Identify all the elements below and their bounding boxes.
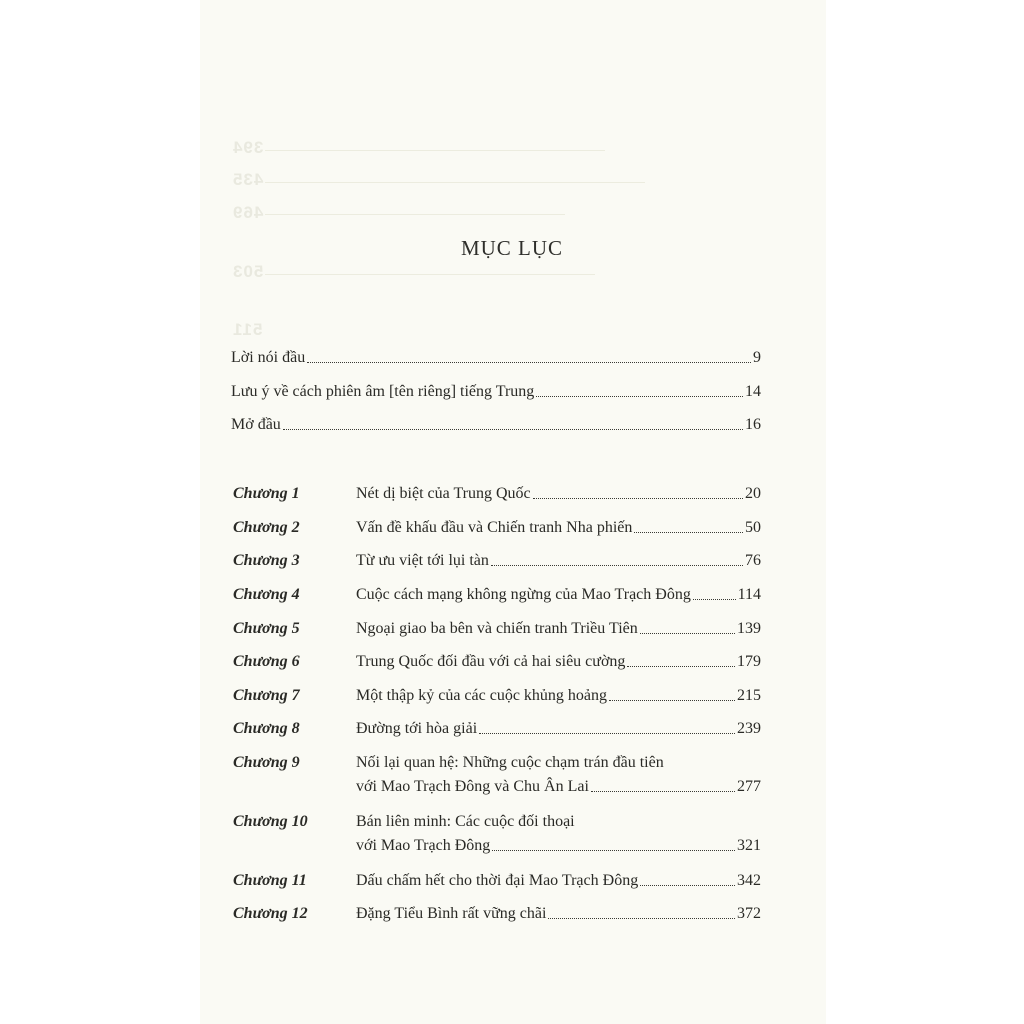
toc-entry: [356, 652, 761, 672]
toc-entry-text: Một thập kỷ của các cuộc khủng hoảng: [356, 687, 608, 704]
toc-entry: [231, 415, 761, 435]
chapter-label: Chương 6: [233, 653, 300, 670]
toc-entry-text-line1: Nối lại quan hệ: Những cuộc chạm trán đầu tiên: [356, 754, 664, 771]
toc-entry-text: Từ ưu việt tới lụi tàn: [356, 552, 489, 569]
toc-page-number: 14: [745, 383, 761, 400]
dot-leader: [536, 395, 743, 397]
toc-entry-text: Cuộc cách mạng không ngừng của Mao Trạch Đông: [356, 586, 691, 603]
toc-entry-text: Mở đầu: [231, 416, 281, 433]
dot-leader: [548, 917, 735, 919]
toc-page-number: 76: [745, 552, 761, 569]
chapter-label: Chương 2: [233, 519, 300, 536]
toc-entry: [356, 551, 761, 571]
dot-leader: [591, 790, 735, 792]
show-through-line: [265, 182, 645, 183]
toc-entry-text-line1: Bán liên minh: Các cuộc đối thoại: [356, 813, 575, 830]
dot-leader: [533, 497, 743, 499]
toc-page-number: 277: [737, 778, 761, 795]
toc-page-number: 215: [737, 687, 761, 704]
show-through-line: [265, 150, 605, 151]
toc-entry-text: Vấn đề khấu đầu và Chiến tranh Nha phiến: [356, 519, 633, 536]
dot-leader: [627, 665, 735, 667]
show-through-line: [265, 214, 565, 215]
toc-entry: [356, 619, 761, 639]
toc-entry: [356, 836, 761, 856]
toc-page-number: 16: [745, 416, 761, 433]
dot-leader: [640, 884, 735, 886]
dot-leader: [479, 732, 735, 734]
dot-leader: [283, 428, 743, 430]
toc-entry: [356, 518, 761, 538]
chapter-label: Chương 11: [233, 872, 307, 889]
dot-leader: [634, 531, 743, 533]
page-title: MỤC LỤC: [460, 236, 564, 260]
toc-entry: [356, 904, 761, 924]
chapter-label: Chương 1: [233, 485, 300, 502]
chapter-label: Chương 12: [233, 905, 308, 922]
chapter-label: Chương 8: [233, 720, 300, 737]
show-through-number: 435: [232, 170, 264, 189]
dot-leader: [491, 564, 743, 566]
toc-entry-text: Đặng Tiểu Bình rất vững chãi: [356, 905, 547, 922]
chapter-label: Chương 3: [233, 552, 300, 569]
toc-entry-text: Trung Quốc đối đầu với cả hai siêu cường: [356, 653, 626, 670]
toc-page-number: 9: [753, 349, 761, 366]
chapter-label: Chương 4: [233, 586, 300, 603]
toc-page-number: 179: [737, 653, 761, 670]
toc-page-number: 342: [737, 872, 761, 889]
toc-entry-text: với Mao Trạch Đông và Chu Ân Lai: [356, 778, 589, 795]
dot-leader: [307, 361, 751, 363]
toc-entry: [231, 348, 761, 368]
chapter-label: Chương 10: [233, 813, 308, 830]
toc-page-number: 50: [745, 519, 761, 536]
dot-leader: [492, 849, 735, 851]
toc-page-number: 20: [745, 485, 761, 502]
toc-page-number: 139: [737, 620, 761, 637]
chapter-label: Chương 7: [233, 687, 300, 704]
chapter-label: Chương 9: [233, 754, 300, 771]
toc-entry: [356, 585, 761, 605]
toc-entry: [356, 686, 761, 706]
toc-entry: [231, 382, 761, 402]
show-through-number: 511: [232, 320, 263, 339]
toc-entry: [356, 484, 761, 504]
toc-entry-text: Nét dị biệt của Trung Quốc: [356, 485, 531, 502]
show-through-line: [265, 274, 595, 275]
toc-entry-text: Đường tới hòa giải: [356, 720, 478, 737]
toc-entry: [356, 777, 761, 797]
chapter-label: Chương 5: [233, 620, 300, 637]
toc-page-number: 321: [737, 837, 761, 854]
toc-page-number: 114: [737, 586, 761, 603]
show-through-number: 503: [232, 262, 264, 281]
toc-entry-text: Lưu ý về cách phiên âm [tên riêng] tiếng Trung: [231, 383, 535, 400]
dot-leader: [609, 699, 735, 701]
toc-entry: [356, 871, 761, 891]
dot-leader: [640, 632, 735, 634]
toc-page-number: 372: [737, 905, 761, 922]
toc-page-number: 239: [737, 720, 761, 737]
toc-entry-text: Lời nói đầu: [231, 349, 306, 366]
show-through-number: 394: [232, 138, 264, 157]
toc-entry-text: với Mao Trạch Đông: [356, 837, 491, 854]
show-through-number: 469: [232, 203, 264, 222]
toc-entry-text: Dấu chấm hết cho thời đại Mao Trạch Đông: [356, 872, 639, 889]
dot-leader: [693, 598, 736, 600]
toc-entry-text: Ngoại giao ba bên và chiến tranh Triều Tiên: [356, 620, 638, 637]
toc-entry: [356, 719, 761, 739]
